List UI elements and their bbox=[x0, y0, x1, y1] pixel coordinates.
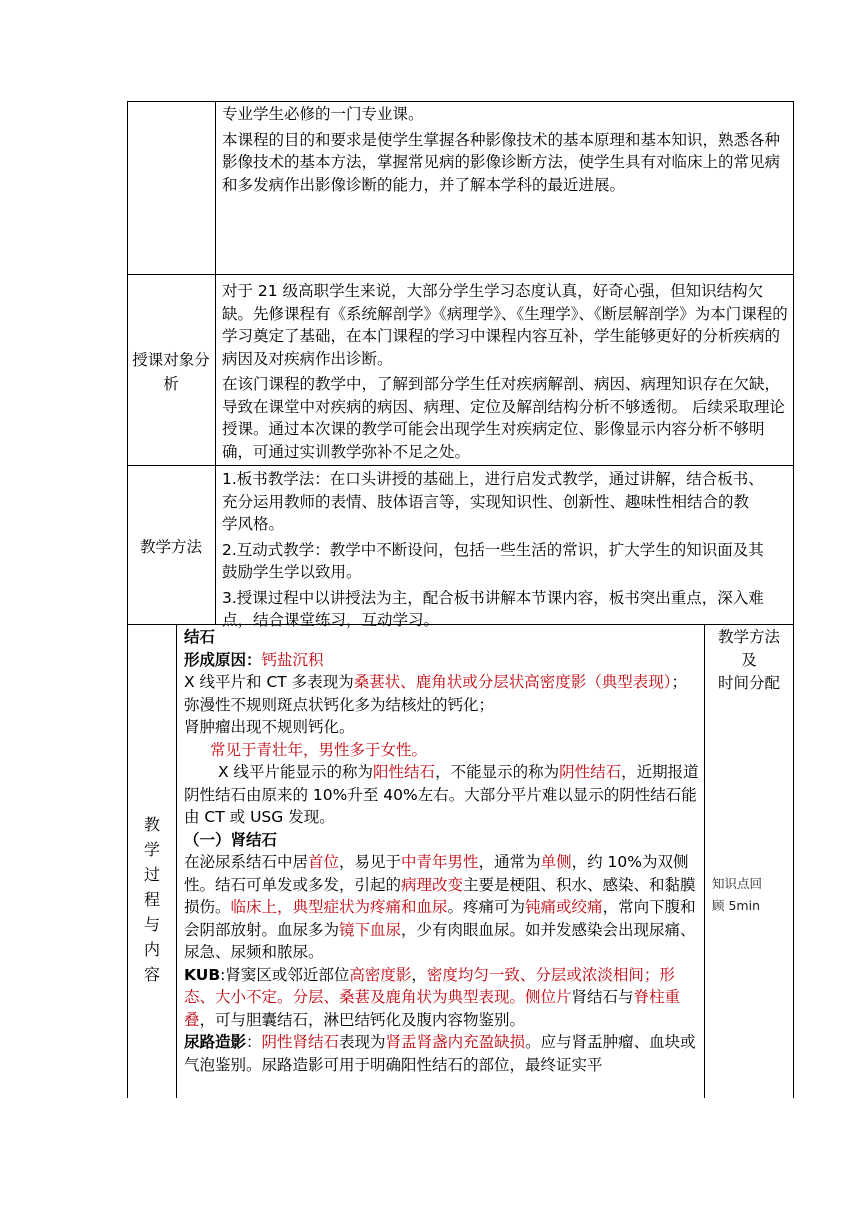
text-span: 表现为 bbox=[339, 1033, 386, 1051]
teaching-method-label-text: 教学方法 bbox=[139, 538, 202, 556]
age-gender-line: 常见于青壮年，男性多于女性。 bbox=[210, 740, 428, 759]
highlight-span: 镜下血尿 bbox=[339, 920, 402, 939]
student-analysis-cell bbox=[222, 280, 790, 466]
highlight-span: 阴性结石 bbox=[559, 763, 622, 781]
student-analysis-label bbox=[130, 348, 212, 396]
teaching-method-label bbox=[130, 536, 212, 559]
method-time-header-line: 教学方法 bbox=[717, 628, 780, 646]
text-span: ，常向下腹和会阴部放射。血尿多为 bbox=[184, 898, 696, 939]
vertical-char: 过 bbox=[143, 865, 160, 884]
table-border-left bbox=[127, 101, 128, 1098]
text-span: ； bbox=[671, 673, 687, 691]
vertical-char: 内 bbox=[143, 940, 160, 959]
text-span: ，少有肉眼血尿。如并发感染会出现尿痛、尿急、尿频和脓尿。 bbox=[184, 920, 696, 961]
student-analysis-paragraph-2: 在该门课程的教学中，了解到部分学生任对疾病解剖、病因、病理知识存在欠缺，导致在课堂中对疾病的病因、病理、定位及解剖结构分析不够透彻。 后续采取理论授课。通过本次课的教学可能会出现学生对疾病定位、影像显示内容分析不够明确，可通过实训教学弥补不足之处。 bbox=[222, 375, 785, 461]
highlight-span: 单侧 bbox=[540, 853, 572, 871]
teaching-content-cell bbox=[184, 626, 700, 1096]
text-span: 主要是梗阻、积水、感染、和黏膜损伤。 bbox=[184, 875, 696, 916]
teaching-process-vertical-label bbox=[130, 812, 174, 987]
review-time-note-line: 顾 5min bbox=[712, 898, 760, 913]
text-span: 在泌尿系结石中居 bbox=[184, 853, 309, 871]
highlight-span: 阴性肾结石 bbox=[261, 1033, 340, 1051]
xray-ct-line bbox=[184, 671, 700, 694]
course-description-cell bbox=[222, 103, 790, 199]
highlight-span: 首位 bbox=[308, 853, 340, 871]
review-time-note-line: 知识点回 bbox=[712, 876, 763, 891]
text-span: ，可与胆囊结石，淋巴结钙化及腹内容物鉴别。 bbox=[199, 1010, 526, 1029]
method-time-header-line: 时间分配 bbox=[717, 674, 780, 692]
table-border-right bbox=[793, 101, 794, 1098]
urography-label: 尿路造影 bbox=[184, 1033, 247, 1051]
positive-negative-stone-paragraph bbox=[184, 761, 700, 829]
course-description-line: 专业学生必修的一门专业课。 bbox=[222, 105, 424, 123]
kidney-stone-paragraph bbox=[184, 851, 700, 964]
highlight-span: 高密度影 bbox=[349, 965, 412, 984]
formation-cause-line bbox=[184, 649, 700, 672]
text-span: X 线平片能显示的称为 bbox=[218, 763, 374, 781]
text-span: ，通常为 bbox=[478, 853, 541, 871]
text-span: ， bbox=[411, 965, 427, 984]
highlight-span: 脊柱重叠 bbox=[184, 988, 681, 1029]
teaching-method-item-1: 1.板书教学法：在口头讲授的基础上，进行启发式教学，通过讲解，结合板书、充分运用教师的表情、肢体语言等，实现知识性、创新性、趣味性相结合的教学风格。 bbox=[222, 470, 764, 533]
tumor-calcification-line: 肾肿瘤出现不规则钙化。 bbox=[184, 718, 355, 736]
highlight-span: 钝痛或绞痛 bbox=[525, 898, 603, 916]
vertical-char: 教 bbox=[143, 815, 160, 834]
highlight-span: 肾盂肾盏内充盈缺损 bbox=[385, 1033, 526, 1051]
review-time-note bbox=[712, 873, 790, 917]
highlight-span: 桑葚状、鹿角状或分层状高密度影（典型表现） bbox=[353, 673, 672, 691]
highlight-span: 病理改变 bbox=[401, 875, 464, 894]
content-title: 结石 bbox=[184, 628, 216, 646]
kidney-stone-heading: （一）肾结石 bbox=[184, 830, 278, 849]
table-border-top bbox=[127, 101, 794, 102]
method-time-header-line: 及 bbox=[741, 651, 757, 669]
row-divider-1 bbox=[127, 274, 794, 275]
text-span: ，近期报道阴性结石由原来的 10%升至 40%左右。大部分平片难以显示的阴性结石能由 CT 或 USG 发现。 bbox=[184, 763, 699, 826]
highlight-span: 密度均匀一致、分层或浓淡相间；形态、大小不定。分层、桑葚及鹿角状为典型表现。 bbox=[184, 965, 675, 1006]
teaching-method-cell bbox=[222, 468, 764, 635]
kub-label: KUB bbox=[184, 965, 221, 984]
vertical-label-divider bbox=[176, 624, 177, 1098]
text-span: ： bbox=[246, 1033, 262, 1051]
highlight-span: 侧位片 bbox=[525, 988, 572, 1006]
text-span: ，易见于 bbox=[339, 853, 402, 871]
student-analysis-label-text: 授课对象分析 bbox=[132, 351, 210, 393]
highlight-span: 临床上，典型症状为疼痛和血尿 bbox=[230, 898, 448, 916]
text-span: :肾窦区或邻近部位 bbox=[220, 965, 350, 984]
formation-cause-value: 钙盐沉积 bbox=[261, 650, 324, 669]
course-goal-paragraph: 本课程的目的和要求是使学生掌握各种影像技术的基本原理和基本知识，熟悉各种影像技术的基本方法，掌握常见病的影像诊断方法，使学生具有对临床上的常见病和多发病作出影像诊断的能力，并了解本学科的最近进展。 bbox=[222, 130, 781, 194]
text-span: 。疼痛可为 bbox=[447, 898, 526, 916]
text-span: 。应与肾盂肿瘤、血块或气泡鉴别。尿路造影可用于明确阳性结石的部位，最终证实平 bbox=[184, 1033, 696, 1074]
urography-paragraph bbox=[184, 1031, 700, 1076]
text-span: ，约 10%为双侧性。结石可单发或多发，引起的 bbox=[184, 853, 689, 894]
vertical-char: 与 bbox=[143, 915, 160, 934]
vertical-char: 学 bbox=[143, 840, 160, 859]
label-column-divider bbox=[215, 101, 216, 624]
text-span: 肾结石与 bbox=[571, 988, 634, 1006]
diffuse-calcification-line: 弥漫性不规则斑点状钙化多为结核灶的钙化； bbox=[184, 695, 495, 714]
vertical-char: 程 bbox=[143, 890, 160, 909]
vertical-char: 容 bbox=[143, 965, 160, 984]
teaching-method-item-3: 3.授课过程中以讲授法为主，配合板书讲解本节课内容，板书突出重点，深入难点，结合课堂练习，互动学习。 bbox=[222, 588, 764, 629]
highlight-span: 阳性结石 bbox=[373, 763, 436, 781]
method-column-divider bbox=[704, 624, 705, 1098]
student-analysis-paragraph-1: 对于 21 级高职学生来说，大部分学生学习态度认真，好奇心强，但知识结构欠缺。先修课程有《系统解剖学》《病理学》、《生理学》、《断层解剖学》为本门课程的学习奠定了基础，在本门课程的学习中课程内容互补，学生能够更好的分析疾病的病因及对疾病作出诊断。 bbox=[222, 282, 788, 368]
kub-paragraph bbox=[184, 964, 700, 1032]
text-span: ，不能显示的称为 bbox=[435, 763, 560, 781]
teaching-method-item-2: 2.互动式教学：教学中不断设问，包括一些生活的常识，扩大学生的知识面及其鼓励学生学以致用。 bbox=[222, 540, 764, 581]
method-time-header bbox=[706, 626, 792, 695]
formation-cause-label: 形成原因： bbox=[184, 650, 262, 669]
highlight-span: 中青年男性 bbox=[401, 853, 479, 871]
text-span: X 线平片和 CT 多表现为 bbox=[184, 673, 354, 691]
